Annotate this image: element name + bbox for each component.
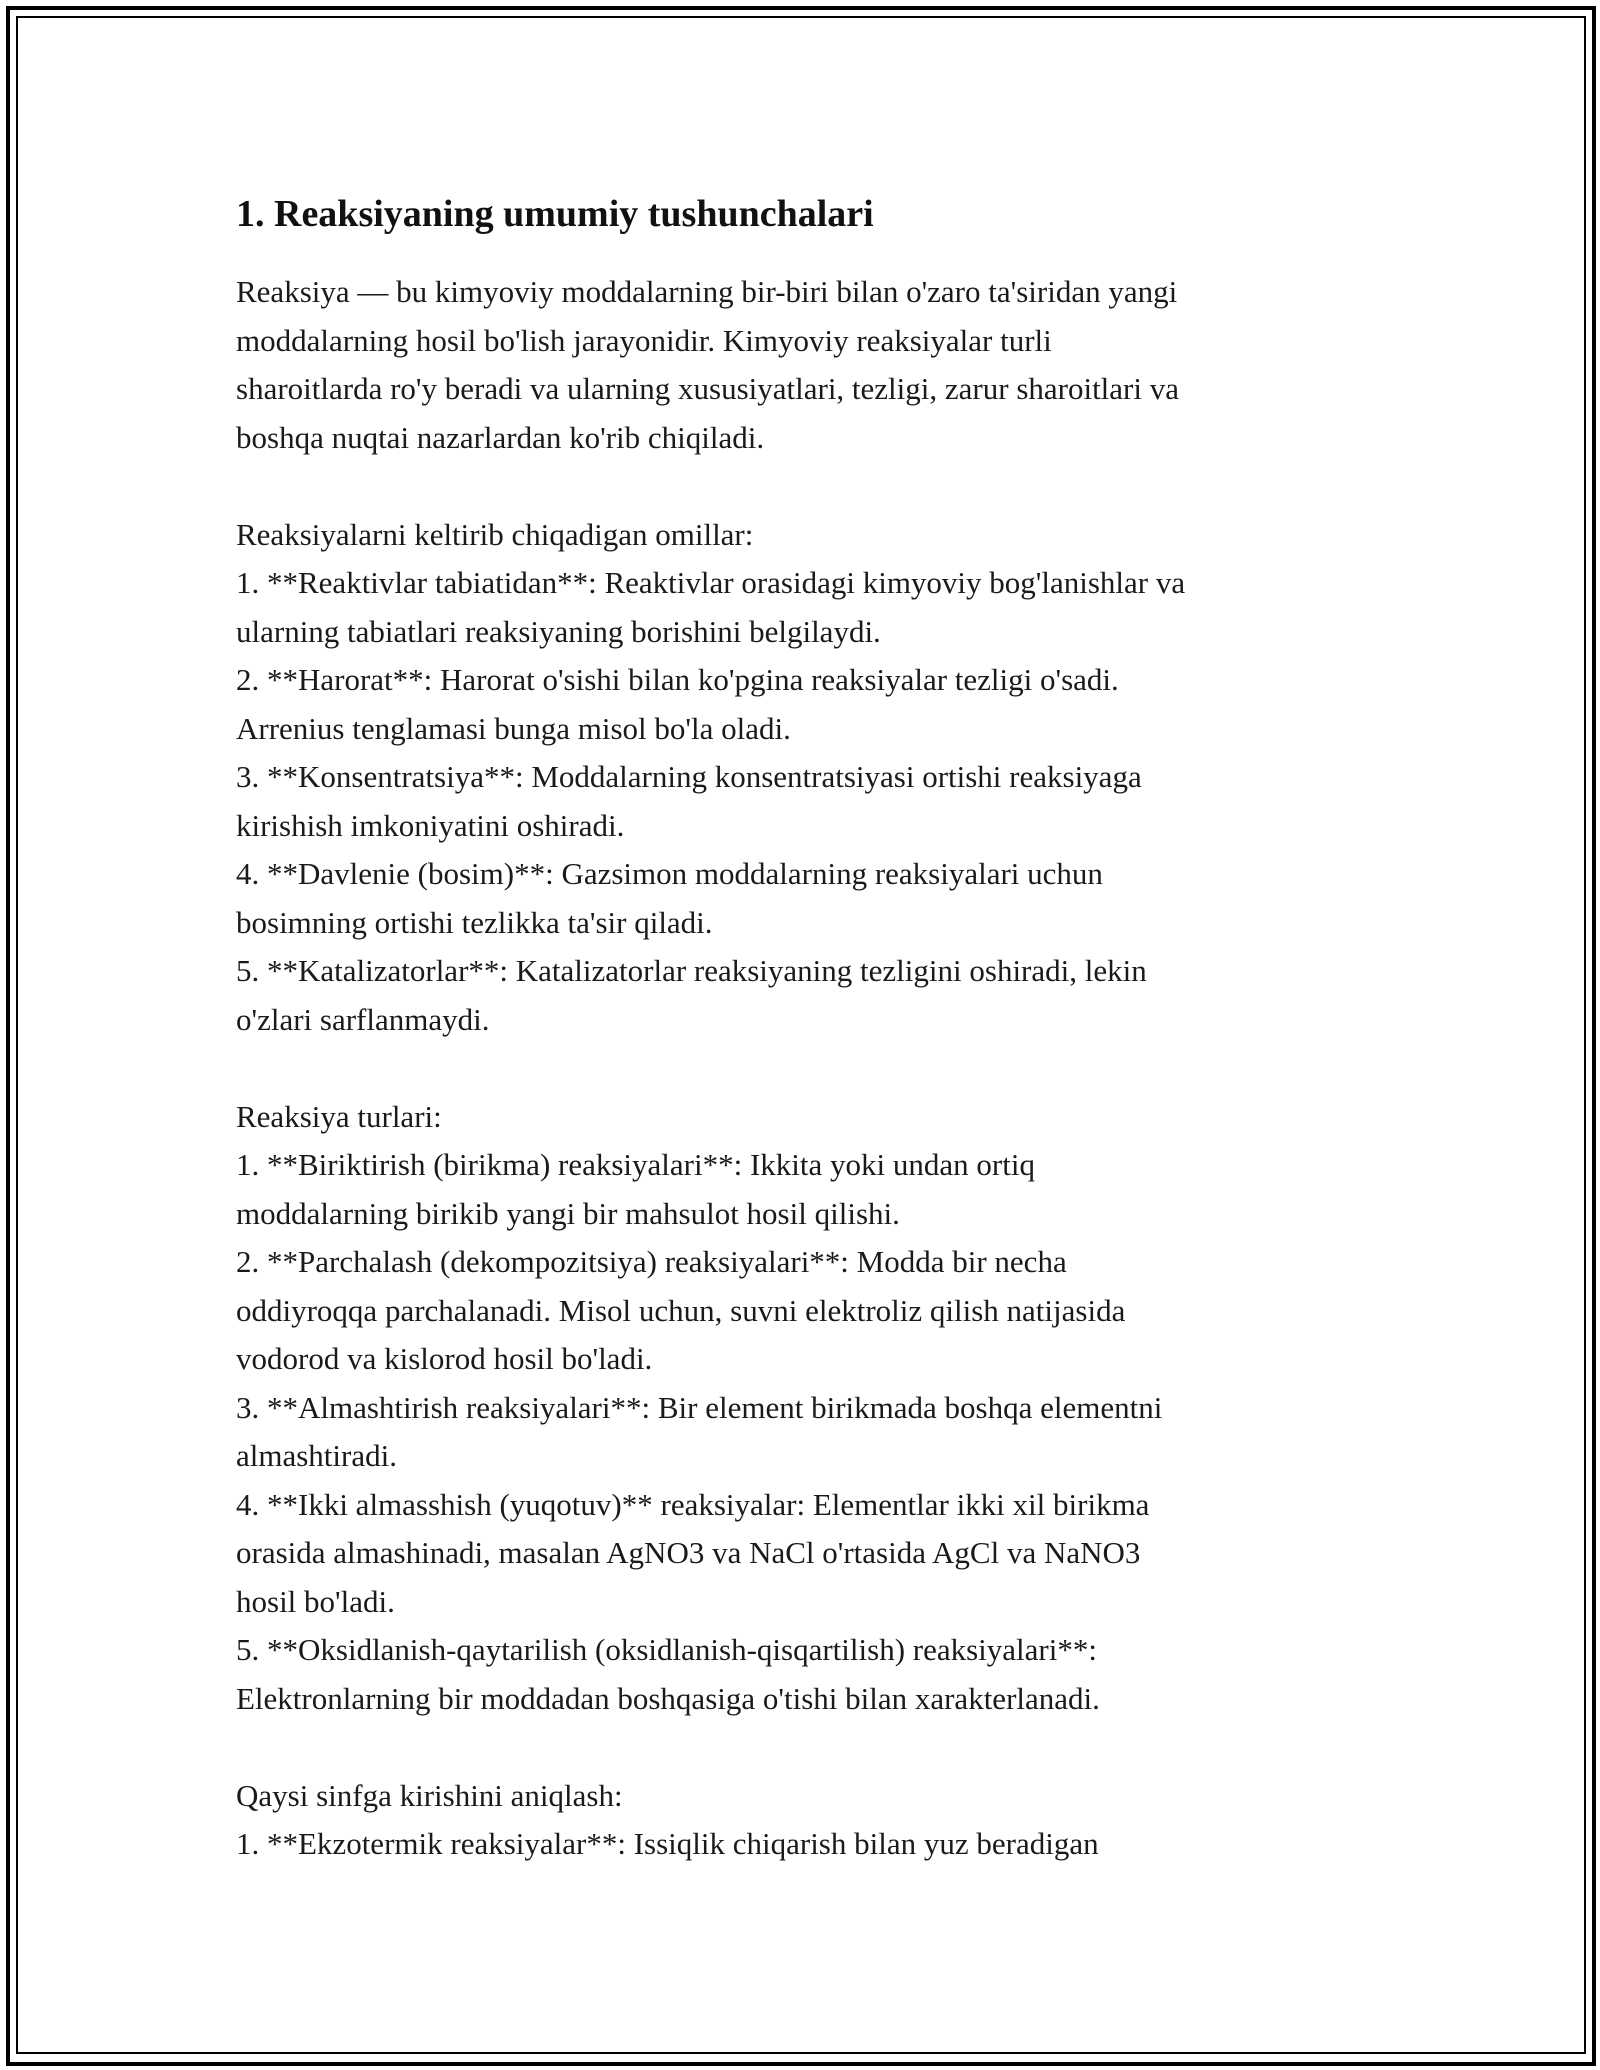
list-item-line: oddiyroqqa parchalanadi. Misol uchun, suvni elektroliz qilish natijasida [236,1292,1126,1328]
blank-line [236,1044,1366,1093]
list-item-line: 1. **Biriktirish (birikma) reaksiyalari**: Ikkita yoki undan ortiq [236,1147,1035,1182]
list-item-line: 4. **Davlenie (bosim)**: Gazsimon moddalarning reaksiyalari uchun [236,856,1103,891]
list-item-line: vodorod va kislorod hosil bo'ladi. [236,1341,653,1376]
list-item-line: 2. **Parchalash (dekompozitsiya) reaksiyalari**: Modda bir necha [236,1244,1067,1279]
list-item-line: kirishish imkoniyatini oshiradi. [236,807,625,843]
blank-line [236,462,1366,511]
text-line: moddalarning hosil bo'lish jarayonidir. Kimyoviy reaksiyalar turli [236,322,1052,358]
list-item-line: 1. **Reaktivlar tabiatidan**: Reaktivlar orasidagi kimyoviy bog'lanishlar va [236,565,1186,600]
list-item-line: 3. **Konsentratsiya**: Moddalarning konsentratsiyasi ortishi reaksiyaga [236,759,1142,794]
list-item-line: 5. **Katalizatorlar**: Katalizatorlar reaksiyaning tezligini oshiradi, lekin [236,953,1147,988]
document-body [236,190,1366,1869]
list-item-line: almashtiradi. [236,1438,397,1473]
intro-paragraph [236,268,1366,1869]
list-item-line: bosimning ortishi tezlikka ta'sir qiladi. [236,904,713,940]
list-item-line: Elektronlarning bir moddadan boshqasiga o'tishi bilan xarakterlanadi. [236,1680,1100,1716]
list-item-line: orasida almashinadi, masalan AgNO3 va NaCl o'rtasida AgCl va NaNO3 [236,1535,1141,1570]
text-line: boshqa nuqtai nazarlardan ko'rib chiqiladi. [236,419,765,455]
types-heading: Reaksiya turlari: [236,1098,442,1134]
list-item-line: Arrenius tenglamasi bunga misol bo'la oladi. [236,710,791,746]
list-item-line: 3. **Almashtirish reaksiyalari**: Bir element birikmada boshqa elementni [236,1389,1163,1425]
list-item-line: 1. **Ekzotermik reaksiyalar**: Issiqlik chiqarish bilan yuz beradigan [236,1826,1099,1861]
factors-heading: Reaksiyalarni keltirib chiqadigan omillar: [236,516,754,552]
classification-heading: Qaysi sinfga kirishini aniqlash: [236,1777,623,1813]
list-item-line: 2. **Harorat**: Harorat o'sishi bilan ko'pgina reaksiyalar tezligi o'sadi. [236,662,1119,697]
list-item-line: o'zlari sarflanmaydi. [236,1001,490,1037]
text-line: Reaksiya — bu kimyoviy moddalarning bir-biri bilan o'zaro ta'siridan yangi [236,274,1178,309]
list-item-line: 4. **Ikki almasshish (yuqotuv)** reaksiyalar: Elementlar ikki xil birikma [236,1486,1150,1522]
text-line: sharoitlarda ro'y beradi va ularning xususiyatlari, tezligi, zarur sharoitlari va [236,371,1180,406]
list-item-line: hosil bo'ladi. [236,1583,395,1619]
list-item-line: moddalarning birikib yangi bir mahsulot hosil qilishi. [236,1195,900,1231]
list-item-line: 5. **Oksidlanish-qaytarilish (oksidlanish-qisqartilish) reaksiyalari**: [236,1632,1097,1667]
list-item-line: ularning tabiatlari reaksiyaning borishini belgilaydi. [236,613,881,649]
blank-line [236,1723,1366,1772]
section-heading: 1. Reaksiyaning umumiy tushunchalari [236,193,874,235]
